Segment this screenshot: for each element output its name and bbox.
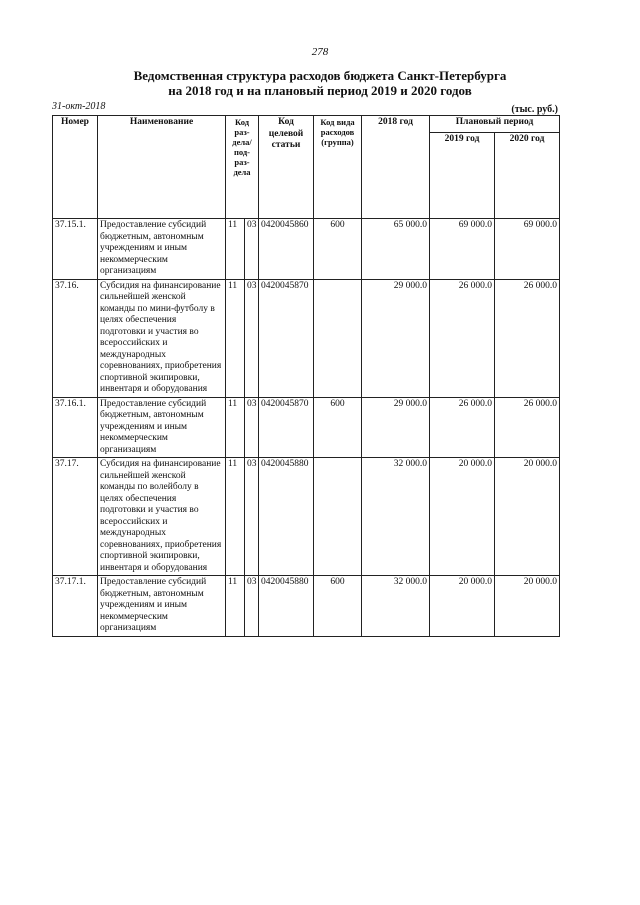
column-header-section-code: Код раз-дела/ под-раз-дела	[226, 116, 259, 219]
row-number: 37.16.	[53, 279, 98, 397]
row-target: 0420045880	[259, 576, 314, 637]
row-section: 11	[226, 458, 245, 576]
row-target: 0420045870	[259, 279, 314, 397]
row-expense-type	[314, 279, 362, 397]
column-header-target-code: Код целевой статьи	[259, 116, 314, 219]
column-header-number: Номер	[53, 116, 98, 219]
row-section: 11	[226, 397, 245, 458]
row-2020: 20 000.0	[495, 458, 560, 576]
row-2020: 26 000.0	[495, 397, 560, 458]
row-2020: 20 000.0	[495, 576, 560, 637]
row-2019: 20 000.0	[430, 458, 495, 576]
row-2019: 26 000.0	[430, 397, 495, 458]
column-header-expense-type: Код вида расходов (группа)	[314, 116, 362, 219]
table-row	[53, 397, 560, 458]
row-target: 0420045880	[259, 458, 314, 576]
column-header-2020: 2020 год	[495, 133, 560, 219]
column-header-2019: 2019 год	[430, 133, 495, 219]
row-subsection: 03	[245, 397, 259, 458]
row-2018: 32 000.0	[362, 458, 430, 576]
row-subsection: 03	[245, 219, 259, 280]
row-section: 11	[226, 576, 245, 637]
table-row	[53, 219, 560, 280]
row-name: Предоставление субсидий бюджетным, автономным учреждениям и иным некоммерческим организациям	[98, 397, 226, 458]
row-expense-type	[314, 458, 362, 576]
row-2019: 69 000.0	[430, 219, 495, 280]
row-2020: 69 000.0	[495, 219, 560, 280]
row-name: Субсидия на финансирование сильнейшей женской команды по мини-футболу в целях обеспечения подготовки и участия во всероссийских и международных соревнованиях, приобретения спортивной экипировки, инвентаря и оборудования	[98, 279, 226, 397]
row-name: Предоставление субсидий бюджетным, автономным учреждениям и иным некоммерческим организациям	[98, 219, 226, 280]
row-target: 0420045860	[259, 219, 314, 280]
column-header-name: Наименование	[98, 116, 226, 219]
row-subsection: 03	[245, 576, 259, 637]
row-number: 37.16.1.	[53, 397, 98, 458]
table-row	[53, 279, 560, 397]
document-title	[0, 68, 640, 98]
table-row	[53, 576, 560, 637]
budget-table	[52, 115, 560, 637]
row-expense-type: 600	[314, 576, 362, 637]
row-2018: 29 000.0	[362, 397, 430, 458]
row-target: 0420045870	[259, 397, 314, 458]
column-header-plan-period: Плановый период	[430, 116, 560, 133]
title-line-1: Ведомственная структура расходов бюджета Санкт-Петербурга	[133, 68, 507, 83]
row-2019: 20 000.0	[430, 576, 495, 637]
column-header-2018: 2018 год	[362, 116, 430, 219]
title-line-2: на 2018 год и на плановый период 2019 и 2020 годов	[168, 83, 472, 98]
row-number: 37.15.1.	[53, 219, 98, 280]
page-number: 278	[311, 46, 329, 58]
row-2018: 29 000.0	[362, 279, 430, 397]
row-section: 11	[226, 219, 245, 280]
row-number: 37.17.1.	[53, 576, 98, 637]
row-expense-type: 600	[314, 219, 362, 280]
document-date: 31-окт-2018	[52, 101, 106, 112]
row-name: Предоставление субсидий бюджетным, автономным учреждениям и иным некоммерческим организациям	[98, 576, 226, 637]
row-name: Субсидия на финансирование сильнейшей женской команды по волейболу в целях обеспечения подготовки и участия во всероссийских и международных соревнованиях, приобретения спортивной экипировки, инвентаря и оборудования	[98, 458, 226, 576]
row-2018: 32 000.0	[362, 576, 430, 637]
row-2018: 65 000.0	[362, 219, 430, 280]
row-section: 11	[226, 279, 245, 397]
row-number: 37.17.	[53, 458, 98, 576]
row-expense-type: 600	[314, 397, 362, 458]
table-row	[53, 458, 560, 576]
row-subsection: 03	[245, 279, 259, 397]
row-2020: 26 000.0	[495, 279, 560, 397]
row-subsection: 03	[245, 458, 259, 576]
units-label: (тыс. руб.)	[511, 104, 558, 115]
row-2019: 26 000.0	[430, 279, 495, 397]
